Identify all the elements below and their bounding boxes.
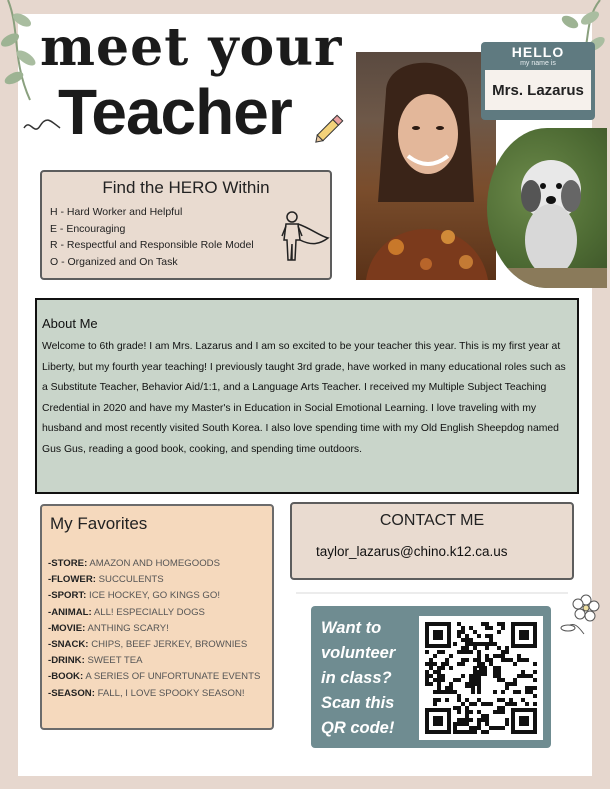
hero-box xyxy=(40,170,332,280)
pencil-icon xyxy=(310,108,350,148)
teacher-photo xyxy=(356,52,496,280)
favorite-key: -ANIMAL: xyxy=(48,606,92,618)
nametag-name-area xyxy=(485,70,591,110)
list-item xyxy=(48,558,260,574)
list-item xyxy=(48,590,260,606)
volunteer-line: Scan this xyxy=(321,694,395,712)
favorite-key: -BOOK: xyxy=(48,671,84,683)
nametag-subtitle: my name is xyxy=(520,60,556,67)
favorite-key: -SEASON: xyxy=(48,687,95,699)
favorite-key: -MOVIE: xyxy=(48,622,86,634)
list-item: R - Respectful and Responsible Role Model xyxy=(50,239,254,251)
favorite-value: SUCCULENTS xyxy=(98,574,164,586)
favorites-list xyxy=(48,558,260,704)
favorite-key: -FLOWER: xyxy=(48,574,96,586)
superhero-icon xyxy=(274,210,330,264)
dog-photo xyxy=(487,128,607,288)
about-title: About Me xyxy=(42,316,98,331)
list-item xyxy=(48,639,260,655)
volunteer-line: in class? xyxy=(321,669,392,687)
favorite-key: -DRINK: xyxy=(48,655,85,667)
volunteer-line: Want to xyxy=(321,619,382,637)
favorite-value: ANTHING SCARY! xyxy=(87,622,169,634)
contact-box xyxy=(290,502,574,580)
favorite-value: FALL, I LOVE SPOOKY SEASON! xyxy=(97,687,245,699)
contact-title: CONTACT ME xyxy=(379,512,485,529)
list-item xyxy=(48,688,260,704)
favorite-value: CHIPS, BEEF JERKEY, BROWNIES xyxy=(91,638,248,650)
volunteer-text xyxy=(321,616,417,741)
teacher-name: Mrs. Lazarus xyxy=(492,82,584,99)
list-item xyxy=(48,574,260,590)
dinosaur-icon xyxy=(465,666,487,694)
list-item xyxy=(48,655,260,671)
list-item xyxy=(48,607,260,623)
favorite-value: SWEET TEA xyxy=(87,655,143,667)
list-item: H - Hard Worker and Helpful xyxy=(50,206,183,218)
qr-code-icon[interactable] xyxy=(419,616,543,740)
favorite-value: AMAZON AND HOMEGOODS xyxy=(89,558,220,569)
flower-icon xyxy=(556,586,610,642)
favorite-key: -SPORT: xyxy=(48,590,87,602)
qr-pattern xyxy=(419,616,543,740)
about-me-box xyxy=(35,298,579,494)
title-teacher: Teacher xyxy=(58,76,292,148)
volunteer-line: volunteer xyxy=(321,644,396,662)
dog-icon xyxy=(487,128,607,288)
about-body: Welcome to 6th grade! I am Mrs. Lazarus and I am so excited to be your teacher this year. This is my first year at Liberty, but my fourth year teaching! I previously taught 3rd grade, have worked in many educational roles such as a Substitute Teacher, Behavior Aid/1:1, and a Language Arts Teacher. I received my Multiple Subject Teaching Credential in 2020 and have my Master's in Education in Social Emotional Learning. I love traveling with my husband and most recently visited South Korea. I also love spending time with my Old English Sheepdog named Gus Gus, reading a good book, cooking, and spending time outdoors. xyxy=(42,341,566,455)
divider xyxy=(296,592,568,594)
teacher-portrait-icon xyxy=(356,52,496,280)
volunteer-card xyxy=(311,606,551,748)
name-tag xyxy=(481,42,595,120)
list-item: O - Organized and On Task xyxy=(50,255,178,268)
contact-email[interactable]: taylor_lazarus@chino.k12.ca.us xyxy=(316,544,508,559)
list-item xyxy=(48,623,260,639)
favorites-title: My Favorites xyxy=(50,514,148,533)
volunteer-line: QR code! xyxy=(321,719,395,737)
favorite-value: ALL! ESPECIALLY DOGS xyxy=(93,606,205,618)
hero-list xyxy=(50,206,254,272)
favorite-value: A SERIES OF UNFORTUNATE EVENTS xyxy=(85,671,261,683)
nametag-hello: HELLO xyxy=(511,44,565,60)
title-meet-your: meet your xyxy=(40,17,343,78)
favorite-value: ICE HOCKEY, GO KINGS GO! xyxy=(89,590,221,602)
list-item: E - Encouraging xyxy=(50,222,126,235)
favorite-key: -SNACK: xyxy=(48,638,89,650)
squiggle-decoration xyxy=(22,118,62,136)
favorites-box xyxy=(40,504,274,730)
favorite-key: -STORE: xyxy=(48,558,88,569)
list-item xyxy=(48,671,260,687)
hero-title: Find the HERO Within xyxy=(102,178,270,197)
